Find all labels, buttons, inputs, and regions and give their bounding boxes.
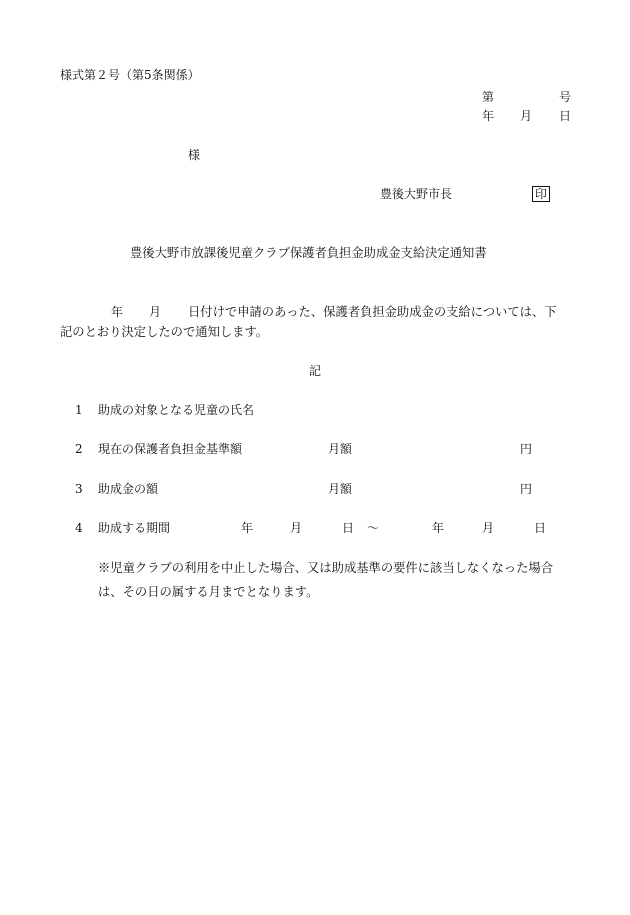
item-4-from-day: 日 bbox=[342, 521, 355, 535]
item-2-number: 2 bbox=[75, 442, 83, 456]
document-title: 豊後大野市放課後児童クラブ保護者負担金助成金支給決定通知書 bbox=[130, 246, 487, 260]
item-1-number: 1 bbox=[75, 403, 83, 417]
item-4-from-month: 月 bbox=[290, 521, 303, 535]
body-text-line1: 日付けで申請のあった、保護者負担金助成金の支給については、下 bbox=[188, 305, 557, 319]
item-4-label: 助成する期間 bbox=[98, 521, 171, 535]
doc-no-dai: 第 bbox=[482, 90, 495, 104]
item-2-yen: 円 bbox=[520, 442, 533, 456]
note-text: ※児童クラブの利用を中止した場合、又は助成基準の要件に該当しなくなった場合は、その日の属する月までとなります。 bbox=[98, 561, 553, 599]
item-2-label: 現在の保護者負担金基準額 bbox=[98, 442, 243, 456]
addressee-honorific: 様 bbox=[188, 148, 201, 162]
body-month: 月 bbox=[149, 305, 162, 319]
date-month: 月 bbox=[520, 109, 533, 123]
item-4-to-year: 年 bbox=[432, 521, 445, 535]
item-4-number: 4 bbox=[75, 521, 83, 535]
item-4-to-month: 月 bbox=[482, 521, 495, 535]
date-day: 日 bbox=[559, 109, 572, 123]
form-number: 様式第２号（第5条関係） bbox=[60, 68, 200, 82]
item-4-from-year: 年 bbox=[241, 521, 254, 535]
item-3-yen: 円 bbox=[520, 482, 533, 496]
body-year: 年 bbox=[111, 305, 124, 319]
ki-heading: 記 bbox=[309, 364, 322, 378]
item-4-tilde: ～ bbox=[367, 521, 380, 535]
item-3-label: 助成金の額 bbox=[98, 482, 159, 496]
sender-title: 豊後大野市長 bbox=[380, 187, 453, 201]
item-3-number: 3 bbox=[75, 482, 83, 496]
item-2-monthly: 月額 bbox=[328, 442, 353, 456]
item-1-label: 助成の対象となる児童の氏名 bbox=[98, 403, 255, 417]
item-3-monthly: 月額 bbox=[328, 482, 353, 496]
body-text-line2: 記のとおり決定したので通知します。 bbox=[60, 325, 269, 339]
doc-no-go: 号 bbox=[559, 90, 572, 104]
date-year: 年 bbox=[482, 109, 495, 123]
item-4-to-day: 日 bbox=[534, 521, 547, 535]
seal-mark: 印 bbox=[532, 186, 550, 202]
